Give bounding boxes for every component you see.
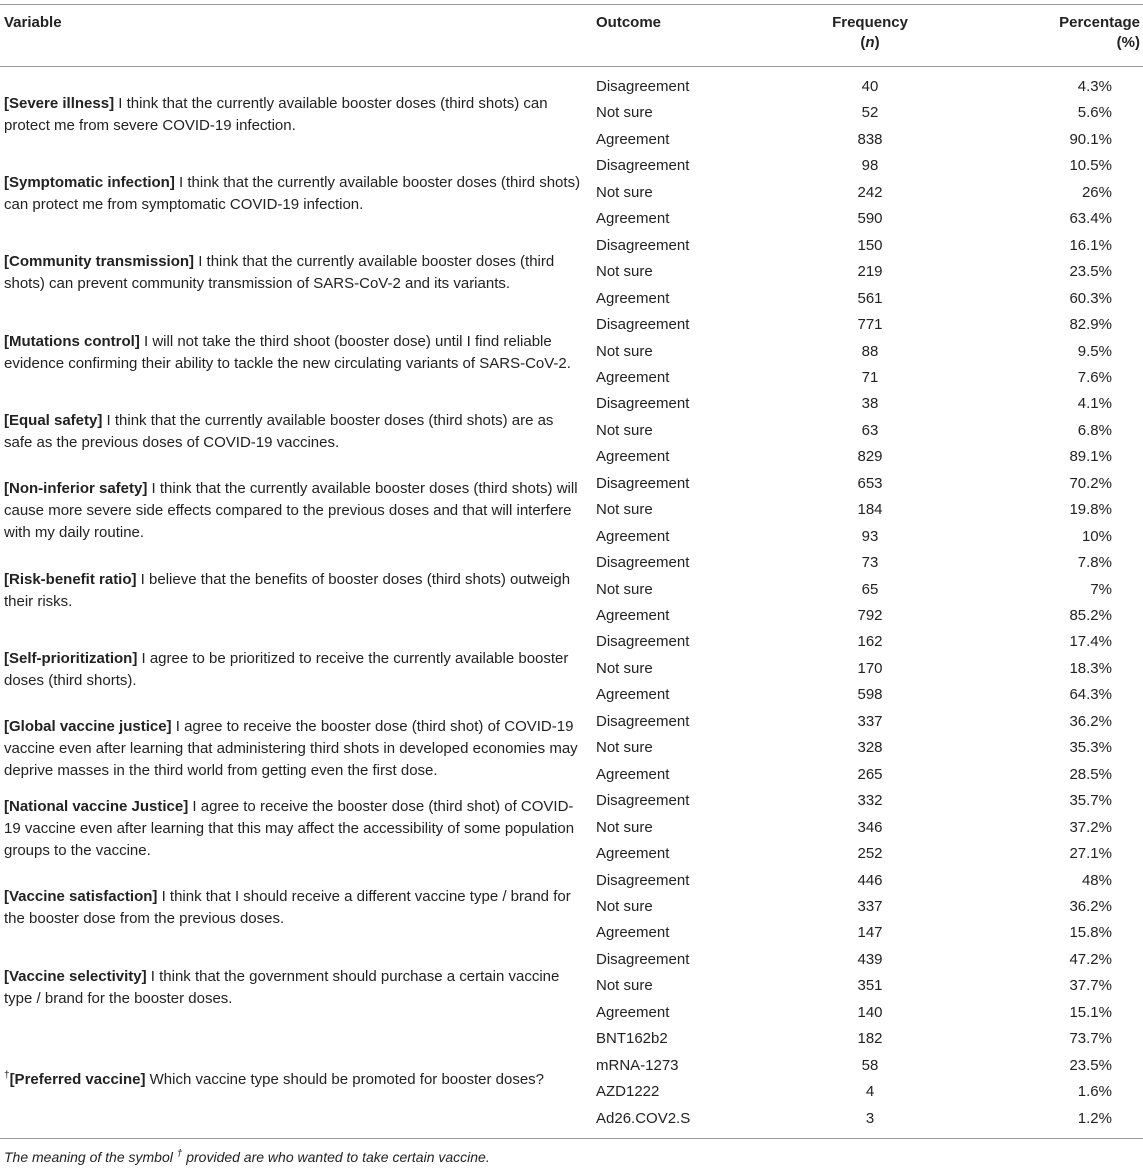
outcome-cell: Not sure — [596, 739, 653, 757]
frequency-cell: 71 — [861, 368, 879, 386]
header-frequency-unit: (n) — [860, 34, 880, 51]
frequency-cell: 598 — [857, 686, 883, 704]
frequency-cell: 561 — [857, 289, 883, 307]
outcome-cell: Disagreement — [596, 316, 690, 334]
variable-description: I agree to receive the booster dose (third shot) of COVID-19 vaccine even after learning that this may affect the accessibility of some population groups to the vaccine. — [4, 797, 575, 859]
outcome-cell: Agreement — [596, 607, 670, 624]
percentage-cell: 37.7% — [1069, 977, 1112, 995]
outcome-cell: Not sure — [596, 104, 653, 122]
percentage-cell: 36.2% — [1069, 897, 1112, 915]
frequency-cell: 265 — [857, 765, 883, 783]
frequency-cell: 252 — [857, 845, 883, 863]
frequency-cell: 346 — [857, 818, 883, 836]
percentage-cell: 85.2% — [1069, 607, 1112, 624]
header-frequency — [800, 13, 940, 53]
frequency-cell: 337 — [857, 897, 883, 915]
variable-cell — [4, 172, 584, 216]
outcome-cell: Not sure — [596, 342, 653, 360]
dagger-symbol: † — [4, 1070, 10, 1082]
variable-description: I believe that the benefits of booster doses (third shots) outweigh their risks. — [4, 570, 571, 610]
header-frequency-label: Frequency — [832, 14, 908, 31]
frequency-cell: 184 — [857, 501, 883, 519]
outcome-cell: Agreement — [596, 368, 670, 386]
percentage-cell: 48% — [1081, 871, 1112, 889]
percentage-cell: 15.8% — [1069, 924, 1112, 942]
frequency-cell: 140 — [857, 1003, 883, 1021]
percentage-cell: 18.3% — [1069, 659, 1112, 677]
outcome-cell: Not sure — [596, 977, 653, 995]
outcome-cell: Disagreement — [596, 950, 690, 968]
variable-description: I think that the currently available booster doses (third shots) will cause more severe side effects compared to the previous doses and that will interfere with my daily routine. — [4, 480, 578, 542]
variable-label: [Self-prioritization] — [4, 650, 138, 668]
variable-label: [Non-inferior safety] — [4, 480, 148, 498]
frequency-cell: 40 — [861, 78, 879, 95]
percentage-cell: 73.7% — [1069, 1030, 1112, 1048]
frequency-cell: 219 — [857, 263, 883, 281]
outcome-cell: Agreement — [596, 765, 670, 783]
variable-label: [Mutations control] — [4, 332, 140, 350]
percentage-cell: 23.5% — [1069, 1056, 1112, 1074]
frequency-cell: 328 — [857, 739, 883, 757]
frequency-cell: 332 — [857, 792, 883, 810]
variable-cell — [4, 93, 584, 137]
variable-cell — [4, 331, 584, 375]
frequency-cell: 446 — [857, 871, 883, 889]
frequency-cell: 147 — [857, 924, 883, 942]
variable-label: [Risk-benefit ratio] — [4, 570, 137, 588]
frequency-cell: 351 — [857, 977, 883, 995]
header-outcome: Outcome — [596, 14, 662, 31]
frequency-cell: 73 — [861, 554, 879, 572]
variable-cell — [4, 966, 584, 1010]
percentage-cell: 36.2% — [1069, 712, 1112, 730]
frequency-cell: 88 — [861, 342, 879, 360]
variable-description: I think that I should receive a different vaccine type / brand for the booster dose from the previous doses. — [4, 888, 571, 928]
outcome-cell: Agreement — [596, 1003, 670, 1021]
outcome-cell: Disagreement — [596, 474, 690, 492]
frequency-cell: 63 — [861, 421, 879, 439]
percentage-cell: 7.6% — [1077, 368, 1112, 386]
header-bottom-rule — [0, 66, 1143, 67]
variable-description: I think that the currently available booster doses (third shots) can protect me from symptomatic COVID-19 infection. — [4, 174, 581, 214]
outcome-cell: Disagreement — [596, 78, 690, 95]
percentage-cell: 64.3% — [1069, 686, 1112, 704]
percentage-cell: 7% — [1090, 580, 1112, 598]
variable-description: I agree to receive the booster dose (third shot) of COVID-19 vaccine even after learning that administering third shots in developed economies may deprive masses in the third world from getting even the first dose. — [4, 718, 578, 780]
outcome-cell: Not sure — [596, 421, 653, 439]
variable-label: [Community transmission] — [4, 253, 195, 271]
frequency-cell: 439 — [857, 950, 883, 968]
percentage-cell: 10.5% — [1069, 157, 1112, 175]
percentage-cell: 90.1% — [1069, 130, 1112, 148]
percentage-cell: 9.5% — [1077, 342, 1112, 360]
percentage-cell: 4.1% — [1077, 395, 1112, 413]
outcome-cell: Agreement — [596, 210, 670, 228]
variable-label: [Preferred vaccine] — [9, 1071, 146, 1089]
variable-label: [Equal safety] — [4, 412, 103, 430]
frequency-cell: 838 — [857, 130, 883, 148]
outcome-cell: Not sure — [596, 580, 653, 598]
outcome-cell: Not sure — [596, 183, 653, 201]
percentage-cell: 4.3% — [1077, 78, 1112, 95]
frequency-cell: 162 — [857, 633, 883, 651]
percentage-cell: 10% — [1081, 527, 1112, 545]
outcome-cell: Agreement — [596, 527, 670, 545]
variable-description: I think that the currently available booster doses (third shots) are as safe as the previous doses of COVID-19 vaccines. — [4, 412, 554, 452]
outcome-cell: Disagreement — [596, 236, 690, 254]
variable-cell — [4, 796, 584, 862]
frequency-cell: 150 — [857, 236, 883, 254]
percentage-cell: 5.6% — [1077, 104, 1112, 122]
outcome-cell: Agreement — [596, 448, 670, 466]
frequency-cell: 93 — [861, 527, 879, 545]
header-percentage-label: Percentage — [1059, 14, 1140, 31]
outcome-cell: Disagreement — [596, 395, 690, 413]
frequency-cell: 242 — [857, 183, 883, 201]
outcome-cell: Disagreement — [596, 871, 690, 889]
variable-label: [National vaccine Justice] — [4, 797, 189, 815]
variable-cell — [4, 648, 584, 692]
variable-description: I think that the government should purchase a certain vaccine type / brand for the booster doses. — [4, 967, 560, 1007]
outcome-cell: Agreement — [596, 845, 670, 863]
variable-label: [Global vaccine justice] — [4, 718, 172, 736]
outcome-cell: AZD1222 — [596, 1083, 660, 1101]
outcome-cell: Disagreement — [596, 712, 690, 730]
outcome-cell: Disagreement — [596, 554, 690, 572]
percentage-cell: 37.2% — [1069, 818, 1112, 836]
outcome-cell: Agreement — [596, 130, 670, 148]
frequency-cell: 182 — [857, 1030, 883, 1048]
percentage-cell: 7.8% — [1077, 554, 1112, 572]
variable-label: [Vaccine satisfaction] — [4, 888, 158, 906]
percentage-cell: 6.8% — [1077, 421, 1112, 439]
header-percentage — [1000, 13, 1140, 53]
percentage-cell: 17.4% — [1069, 633, 1112, 651]
frequency-cell: 3 — [865, 1109, 875, 1127]
frequency-cell: 829 — [857, 448, 883, 466]
percentage-cell: 47.2% — [1069, 950, 1112, 968]
outcome-cell: Not sure — [596, 659, 653, 677]
percentage-cell: 35.3% — [1069, 739, 1112, 757]
percentage-cell: 70.2% — [1069, 474, 1112, 492]
dagger-symbol: † — [176, 1148, 183, 1160]
variable-cell — [4, 716, 584, 782]
percentage-cell: 27.1% — [1069, 845, 1112, 863]
variable-description: I agree to be prioritized to receive the currently available booster doses (third shorts). — [4, 650, 569, 690]
frequency-cell: 771 — [857, 316, 883, 334]
outcome-cell: Disagreement — [596, 633, 690, 651]
variable-cell — [4, 478, 584, 544]
variable-description: I think that the currently available booster doses (third shots) can prevent community transmission of SARS-CoV-2 and its variants. — [4, 253, 555, 293]
percentage-cell: 28.5% — [1069, 765, 1112, 783]
outcome-cell: Not sure — [596, 818, 653, 836]
outcome-cell: BNT162b2 — [596, 1030, 668, 1048]
variable-cell — [4, 410, 584, 454]
variable-description: Which vaccine type should be promoted for booster doses? — [145, 1071, 545, 1089]
outcome-cell: Disagreement — [596, 792, 690, 810]
outcome-cell: Ad26.COV2.S — [596, 1109, 691, 1127]
outcome-cell: Agreement — [596, 289, 670, 307]
frequency-cell: 4 — [865, 1083, 875, 1101]
frequency-cell: 98 — [861, 157, 879, 175]
percentage-cell: 35.7% — [1069, 792, 1112, 810]
outcome-cell: Not sure — [596, 501, 653, 519]
frequency-cell: 337 — [857, 712, 883, 730]
outcome-cell: Agreement — [596, 924, 670, 942]
frequency-cell: 653 — [857, 474, 883, 492]
frequency-cell: 52 — [861, 104, 879, 122]
table-top-rule — [0, 4, 1143, 5]
frequency-cell: 792 — [857, 607, 883, 624]
frequency-cell: 65 — [861, 580, 879, 598]
variable-cell — [4, 886, 584, 930]
table-footnote: The meaning of the symbol † provided are who wanted to take certain vaccine. — [4, 1148, 490, 1165]
table-bottom-rule — [0, 1138, 1143, 1139]
percentage-cell: 19.8% — [1069, 501, 1112, 519]
outcome-cell: mRNA-1273 — [596, 1056, 679, 1074]
percentage-cell: 23.5% — [1069, 263, 1112, 281]
variable-cell — [4, 1069, 584, 1091]
variable-description: I will not take the third shoot (booster dose) until I find reliable evidence confirming their ability to tackle the new circulating variants of SARS-CoV-2. — [4, 332, 571, 372]
percentage-cell: 1.2% — [1077, 1109, 1112, 1127]
percentage-cell: 15.1% — [1069, 1003, 1112, 1021]
outcome-cell: Disagreement — [596, 157, 690, 175]
percentage-cell: 63.4% — [1069, 210, 1112, 228]
variable-label: [Severe illness] — [4, 94, 115, 112]
frequency-cell: 58 — [861, 1056, 879, 1074]
percentage-cell: 82.9% — [1069, 316, 1112, 334]
header-percentage-unit: (%) — [1116, 34, 1140, 51]
percentage-cell: 1.6% — [1077, 1083, 1112, 1101]
percentage-cell: 60.3% — [1069, 289, 1112, 307]
variable-description: I think that the currently available booster doses (third shots) can protect me from severe COVID-19 infection. — [4, 94, 548, 134]
variable-label: [Vaccine selectivity] — [4, 967, 147, 985]
percentage-cell: 89.1% — [1069, 448, 1112, 466]
outcome-cell: Not sure — [596, 897, 653, 915]
outcome-cell: Agreement — [596, 686, 670, 704]
frequency-cell: 38 — [861, 395, 879, 413]
percentage-cell: 16.1% — [1069, 236, 1112, 254]
frequency-cell: 590 — [857, 210, 883, 228]
variable-label: [Symptomatic infection] — [4, 174, 175, 192]
header-variable: Variable — [4, 14, 62, 31]
percentage-cell: 26% — [1081, 183, 1112, 201]
variable-cell — [4, 251, 584, 295]
variable-cell — [4, 569, 584, 613]
frequency-cell: 170 — [857, 659, 883, 677]
outcome-cell: Not sure — [596, 263, 653, 281]
